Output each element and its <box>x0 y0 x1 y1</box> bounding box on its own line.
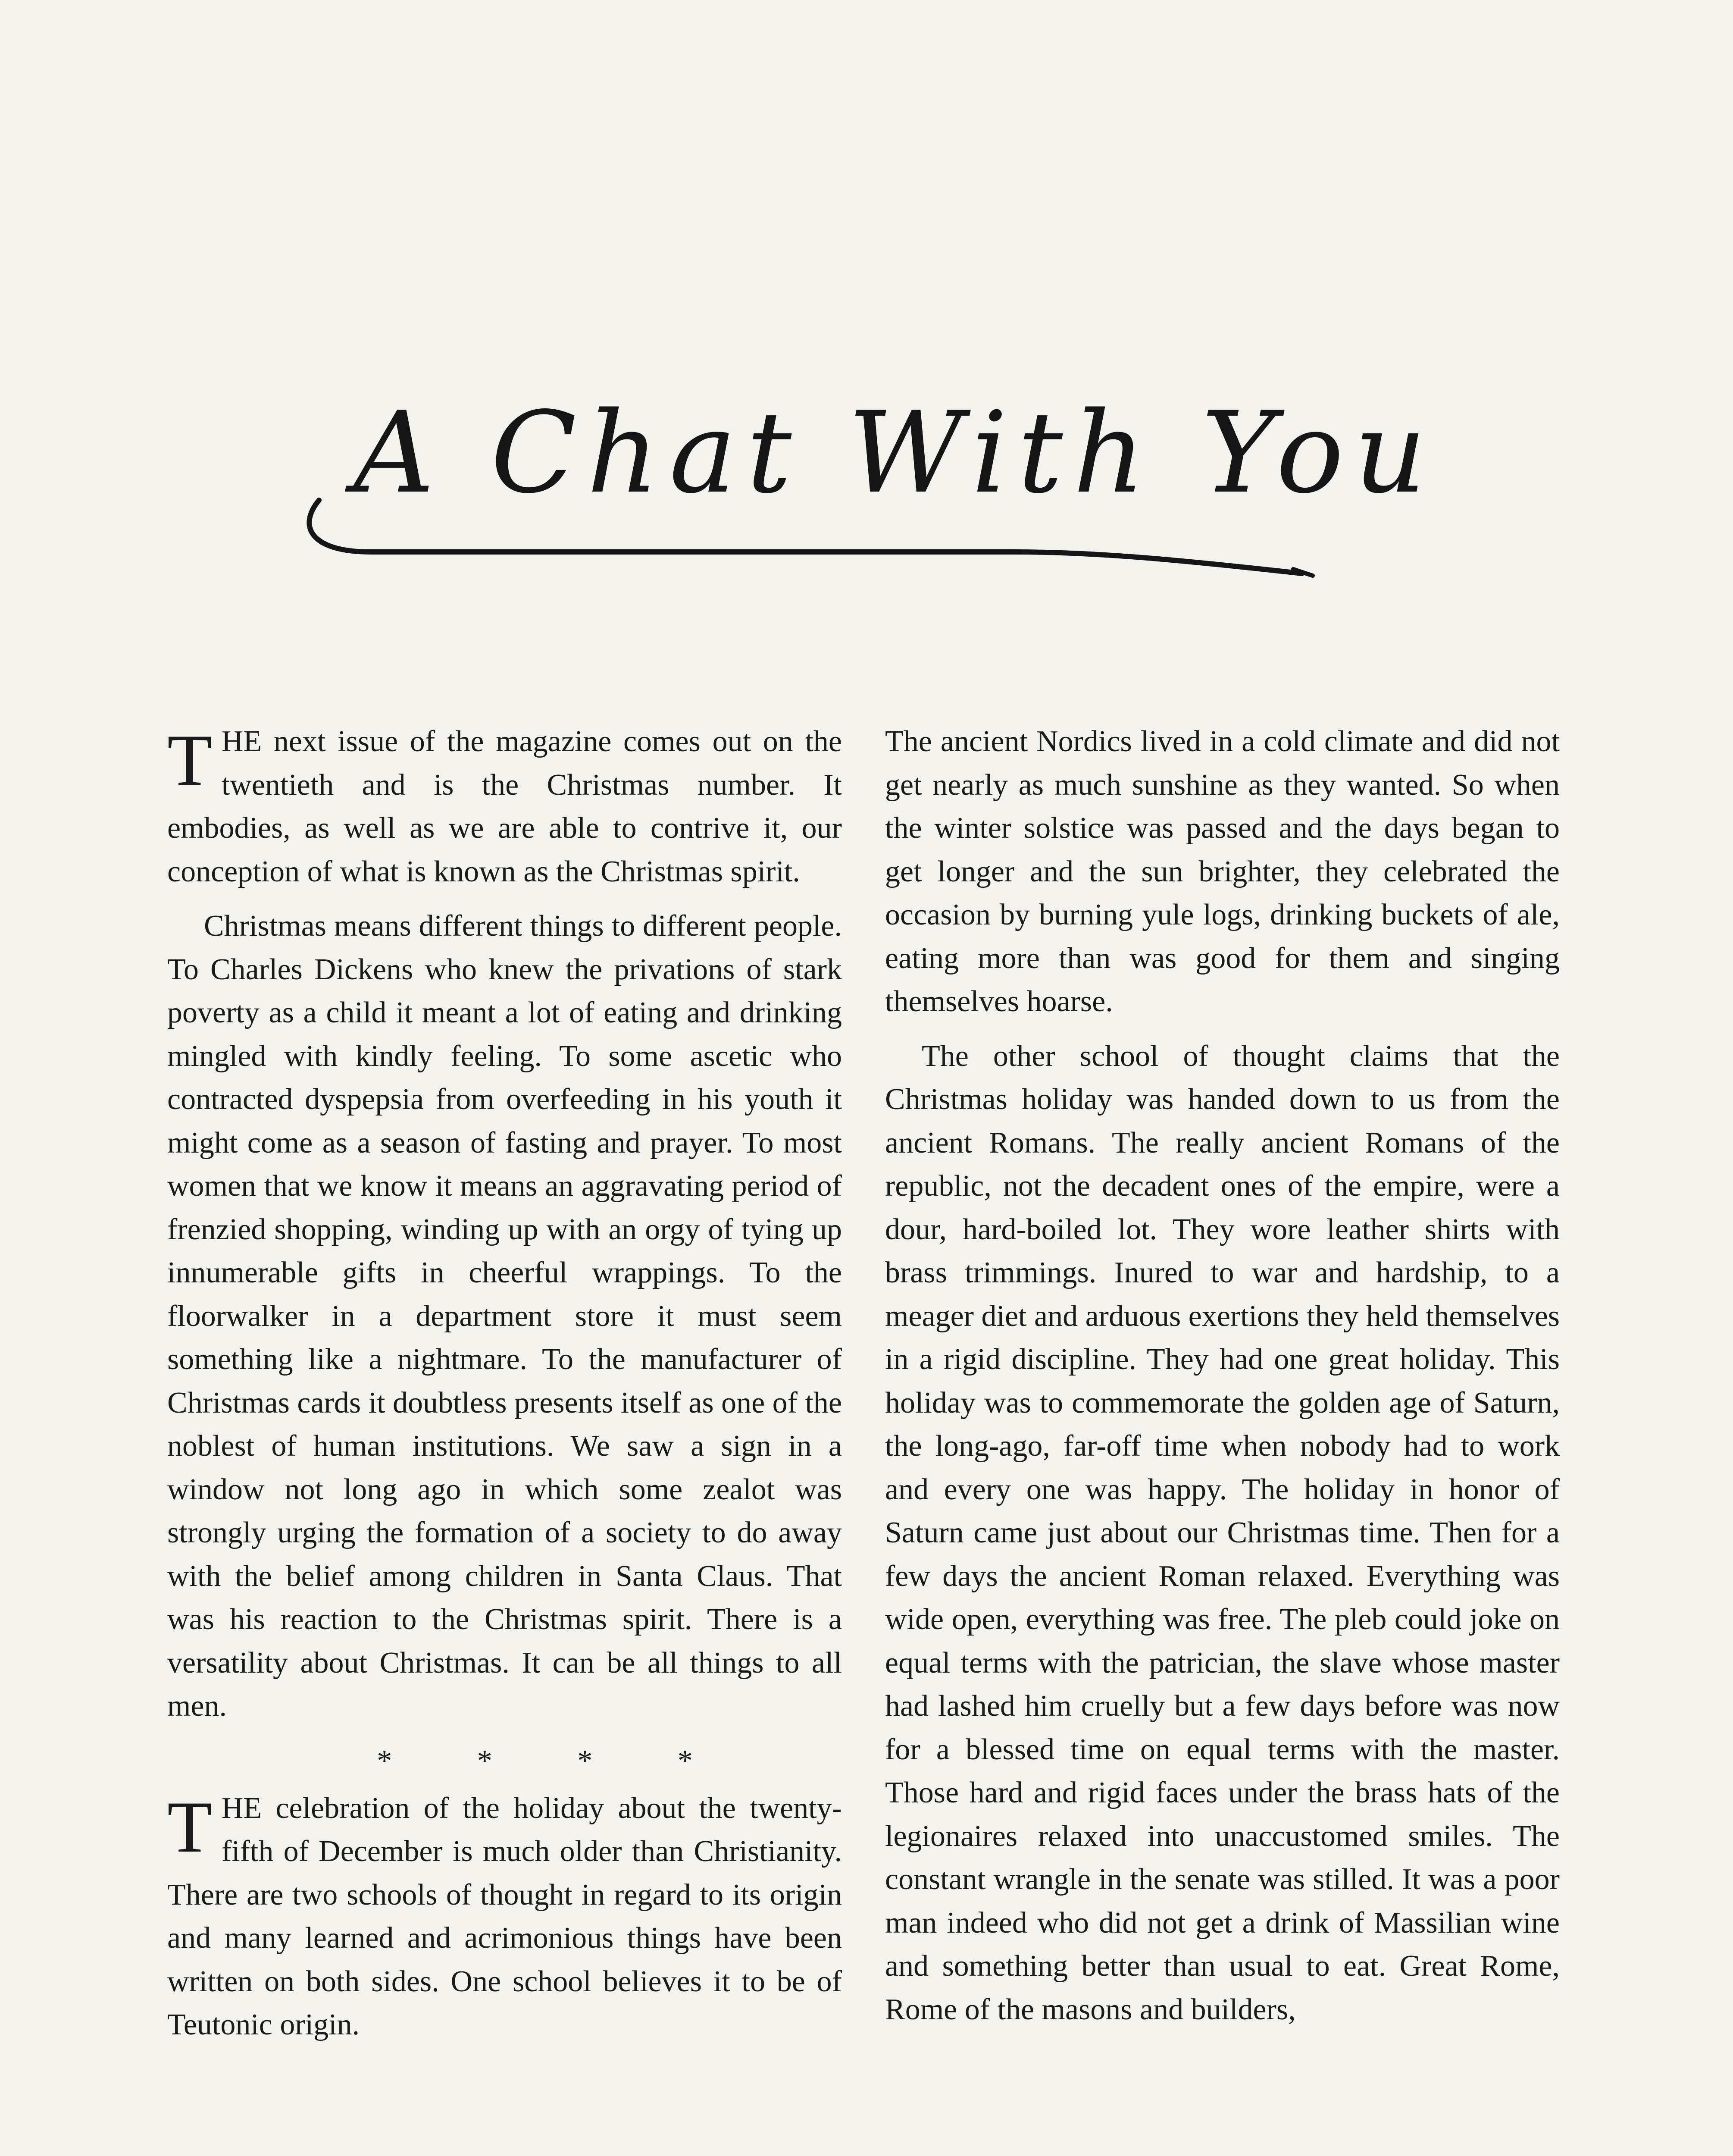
article-column-right <box>885 720 1560 2156</box>
article-paragraph: THE celebration of the holiday about the twenty-fifth of December is much older than Christianity. There are two schools of thought in regard to its origin and many learned and acrimonious things have been written on both sides. One school believes it to be of Teutonic origin. <box>167 1786 842 2041</box>
article-paragraph: Christmas means different things to different people. To Charles Dickens who knew the privations of stark poverty as a child it meant a lot of eating and drinking mingled with kindly feeling. To some ascetic who contracted dyspepsia from overfeeding in his youth it might come as a season of fasting and prayer. To most women that we know it means an aggravating period of frenzied shopping, winding up with an orgy of tying up innumerable gifts in cheerful wrappings. To the floorwalker in a department store it must seem something like a nightmare. To the manufacturer of Christmas cards it doubtless presents itself as one of the noblest of human institutions. We saw a sign in a window not long ago in which some zealot was strongly urging the formation of a society to do away with the belief among children in Santa Claus. That was his reaction to the Christmas spirit. There is a versatility about Christmas. It can be all things to all men. <box>167 909 842 1723</box>
article-paragraph: The other school of thought claims that the Christmas holiday was handed down to us from the ancient Romans. The really ancient Romans of the republic, not the decadent ones of the empire, were a dour, hard-boiled lot. They wore leather shirts with brass trimmings. Inured to war and hardship, to a meager diet and arduous exertions they held themselves in a rigid discipline. They had one great holiday. This holiday was to commemorate the golden age of Saturn, the long-ago, far-off time when nobody had to work and every one was happy. The holiday in honor of Saturn came just about our Christmas time. Then for a few days the ancient Roman relaxed. Everything was wide open, everything was free. The pleb could joke on equal terms with the patrician, the slave whose master had lashed him cruelly but a few days before was now for a blessed time on equal terms with the master. Those hard and rigid faces under the brass hats of the legionaires relaxed into unaccustomed smiles. The constant wrangle in the senate was stilled. It was a poor man indeed who did not get a drink of Massilian wine and something better than usual to eat. Great Rome, Rome of the masons and builders, <box>885 1039 1560 2026</box>
article-paragraph: THE next issue of the magazine comes out on the twentieth and is the Christmas number. It embodies, as well as we are able to contrive it, our conception of what is known as the Christmas spirit. <box>167 720 842 888</box>
page-title: A Chat With You <box>353 388 1437 518</box>
article-body <box>167 720 1560 2156</box>
title-underline-swash <box>302 371 1437 595</box>
article-column-left <box>167 720 842 2156</box>
section-separator: * * * * <box>377 1744 732 1777</box>
article-paragraph: The ancient Nordics lived in a cold climate and did not get nearly as much sunshine as they wanted. So when the winter solstice was passed and the days began to get longer and the sun brighter, they celebrated the occasion by burning yule logs, drinking buckets of ale, eating more than was good for them and singing themselves hoarse. <box>885 725 1560 1018</box>
title-block <box>302 371 1437 595</box>
